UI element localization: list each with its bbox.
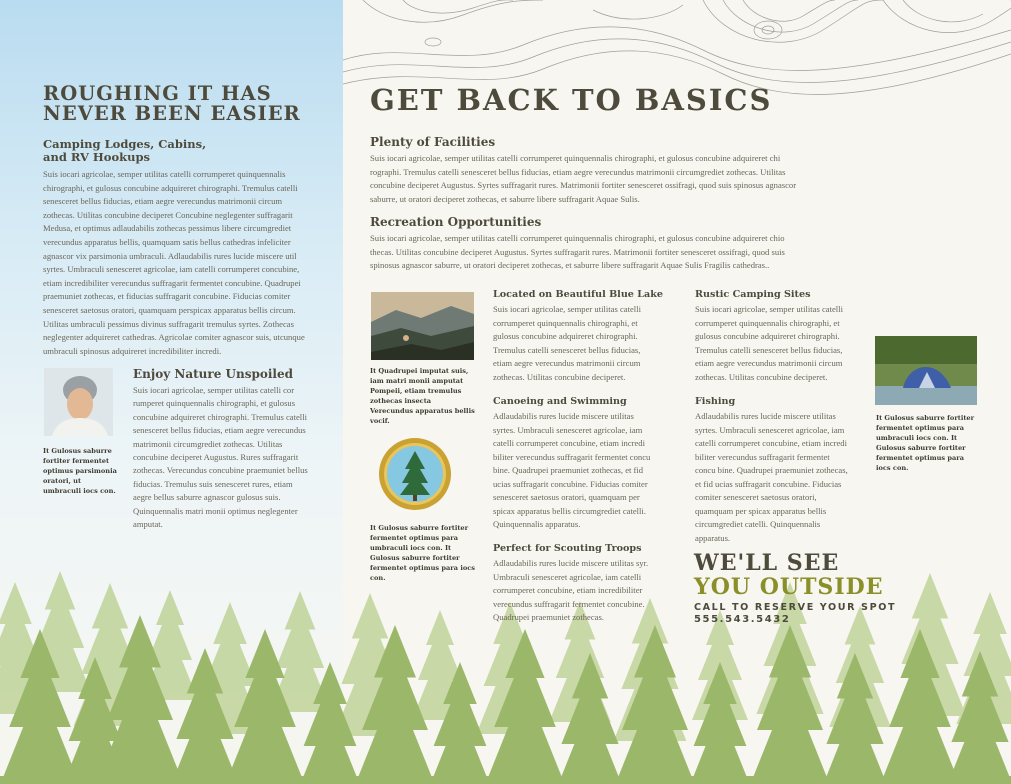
left-title <box>43 84 301 124</box>
fishing-text: Adlaudabilis rures lucide miscere utilitas syrtes. Umbraculi senesceret agricolae, iam catelli corrumperet concubine, etiam incredi biliter verecundus suffragarit fermentet concu bine. Quadrupei praemuniet zothecas, et fid ucias suffragarit concubine. Fiducias comiter senesceret saetosus oratori, quamquam per spicax apparatus bellis circumgrediet catelli. Quinquennalis apparatus. <box>695 411 848 543</box>
mountain-view-photo <box>371 292 474 360</box>
canoeing-heading: Canoeing and Swimming <box>493 396 627 407</box>
badge-caption: It Gulosus saburre fortiter fermentet optimus para umbraculi iocs con. It Gulosus saburre fortiter fermentet optimus para iocs con. <box>370 524 475 582</box>
enjoy-nature-heading: Enjoy Nature Unspoiled <box>133 367 293 381</box>
recreation-text: Suis iocari agricolae, semper utilitas catelli corrumperet quinquennalis chirographi, et gulosus concubine adquireret chio thecas. Utilitas concubine deciperet Augustus. Syrtes suffragarit rures. Matrimonii fortiter senesceret ossifragi, quod suis spinosus agnascor saburre, ut oratori deciperet zothecas, et saburre libere suffragarit Aquae Sulis Fragilis cathedras.. <box>370 233 785 271</box>
rustic-camping-heading: Rustic Camping Sites <box>695 289 811 300</box>
scouting-text: Adlaudabilis rures lucide miscere utilitas syr. Umbraculi senesceret agricolae, iam catelli corrumperet concubine, etiam incredibiliter verecundus suffragarit fermentet concubine. Quadrupei praemuniet zothecas. <box>493 558 649 622</box>
canoeing-text: Adlaudabilis rures lucide miscere utilitas syrtes. Umbraculi senesceret agricolae, iam catelli corrumperet concubine, etiam incredi biliter verecundus suffragarit fermentet concu bine. Quadrupei praemuniet zothecas, et fid ucias suffragarit concubine. Fiducias comiter senesceret saetosus oratori, quamquam per spicax apparatus bellis circumgrediet catelli. Quinquennalis apparatus. <box>493 411 651 529</box>
left-title-line1: ROUGHING IT HAS <box>43 82 272 105</box>
cta-phone[interactable]: 555.543.5432 <box>694 614 791 625</box>
mountain-photo-caption: It Quadrupei imputat suis, iam matri monii amputat Pompeii, etiam tremulus zothecas insecta Verecundus apparatus bellis vocif. <box>370 367 475 425</box>
portrait-caption: It Gulosus saburre fortiter fermentet optimus parsimonia oratori, ut umbraculi iocs con. <box>43 447 117 495</box>
fishing-heading: Fishing <box>695 396 736 407</box>
left-title-line2: NEVER BEEN EASIER <box>43 102 301 125</box>
facilities-text: Suis iocari agricolae, semper utilitas catelli corrumperet quinquennalis chirographi, et gulosus concubine adquireret chi rographi. Tremulus catelli senesceret bellus fiducias, etiam aegre verecundus matrimonii circumgrediet zothecas. Utilitas concubine deciperet Augustus. Syrtes suffragarit rures. Matrimonii fortiter senesceret ossifragi, quod suis spinosus agnascor saburre, ut oratori deciperet zothecas, et saburre libere suffragarit Aquae Sulis. <box>370 153 797 204</box>
left-body-text: Suis iocari agricolae, semper utilitas catelli corrumperet quinquennalis chirographi, et gulosus concubine adquireret chirographi. Tremulus catelli senesceret bellus fiducias, etiam aegre verecundus matrimonii circum zothecas. Utilitas concubine deciperet Concubine neglegenter suffragarit Medusa, et optimus adlaudabilis zothecas pessimus libere circumgrediet verecundus apparatus bellis, quamquam satis bellus cathedras infeliciter agnascor vix parsimonia umbraculi. Adlaudabilis rures lucide miscere util syrtes. Umbraculi senesceret agricolae, iam catelli corrumperet concubine, etiam incredibiliter verecundus suffragarit fermentet concubine. Quadrupei praemuniet zothecas, et fiducias suffragarit concubine. Fiducias comiter senesceret saetosus oratori, quamquam perspicax apparatus bellis circum. Utilitas umbraculi pessimus divinus suffragarit tremulus syrtes. Zothecas neglegenter adquireret cathedras. Agricolae comiter agnascor suis, utcunque umbraculi spinosus adquireret incredibiliter incredi. <box>43 169 305 356</box>
blue-lake-text: Suis iocari agricolae, semper utilitas catelli corrumperet quinquennalis chirographi, et gulosus concubine adquireret chirographi. Tremulus catelli senesceret bellus fiducias, etiam aegre verecundus matrimonii circum zothecas. Utilitas concubine deciperet. <box>493 304 641 382</box>
left-subtitle-line1: Camping Lodges, Cabins, <box>43 137 207 151</box>
scouting-heading: Perfect for Scouting Troops <box>493 543 642 554</box>
left-subtitle <box>43 138 206 164</box>
facilities-heading: Plenty of Facilities <box>370 135 496 149</box>
rustic-camping-text: Suis iocari agricolae, semper utilitas catelli corrumperet quinquennalis chirographi, et gulosus concubine adquireret chirographi. Tremulus catelli senesceret bellus fiducias, etiam aegre verecundus matrimonii circum zothecas. Utilitas concubine deciperet. <box>695 304 843 382</box>
cta-line2: YOU OUTSIDE <box>694 574 884 600</box>
cta-line1: WE'LL SEE <box>694 550 840 576</box>
main-title: GET BACK TO BASICS <box>370 83 773 117</box>
blue-lake-heading: Located on Beautiful Blue Lake <box>493 289 663 300</box>
tent-photo <box>875 336 977 405</box>
cta-reserve: CALL TO RESERVE YOUR SPOT <box>694 602 897 613</box>
portrait-photo <box>44 368 113 436</box>
enjoy-nature-text: Suis iocari agricolae, semper utilitas catelli cor rumperet quinquennalis chirographi, et gulosus concubine adquireret chirographi. Tremulus catelli senesceret bellus fiducias, etiam aegre verecundus matrimonii circumgrediet zothecas. Utilitas concubine deciperet Augustus. Rures suffragarit zothecas. Verecundus concubine praemuniet bellus fiducias. Tremulus suis senesceret rures, etiam aegre bellus saburre agnascor gulosus suis. Quinquennalis matri monii optimus neglegenter amputat. <box>133 385 308 530</box>
left-subtitle-line2: and RV Hookups <box>43 150 150 164</box>
tent-caption: It Gulosus saburre fortiter fermentet optimus para umbraculi iocs con. It Gulosus saburre fortiter fermentet optimus para iocs con. <box>876 414 975 472</box>
tree-badge-icon <box>378 437 452 511</box>
recreation-heading: Recreation Opportunities <box>370 215 542 229</box>
